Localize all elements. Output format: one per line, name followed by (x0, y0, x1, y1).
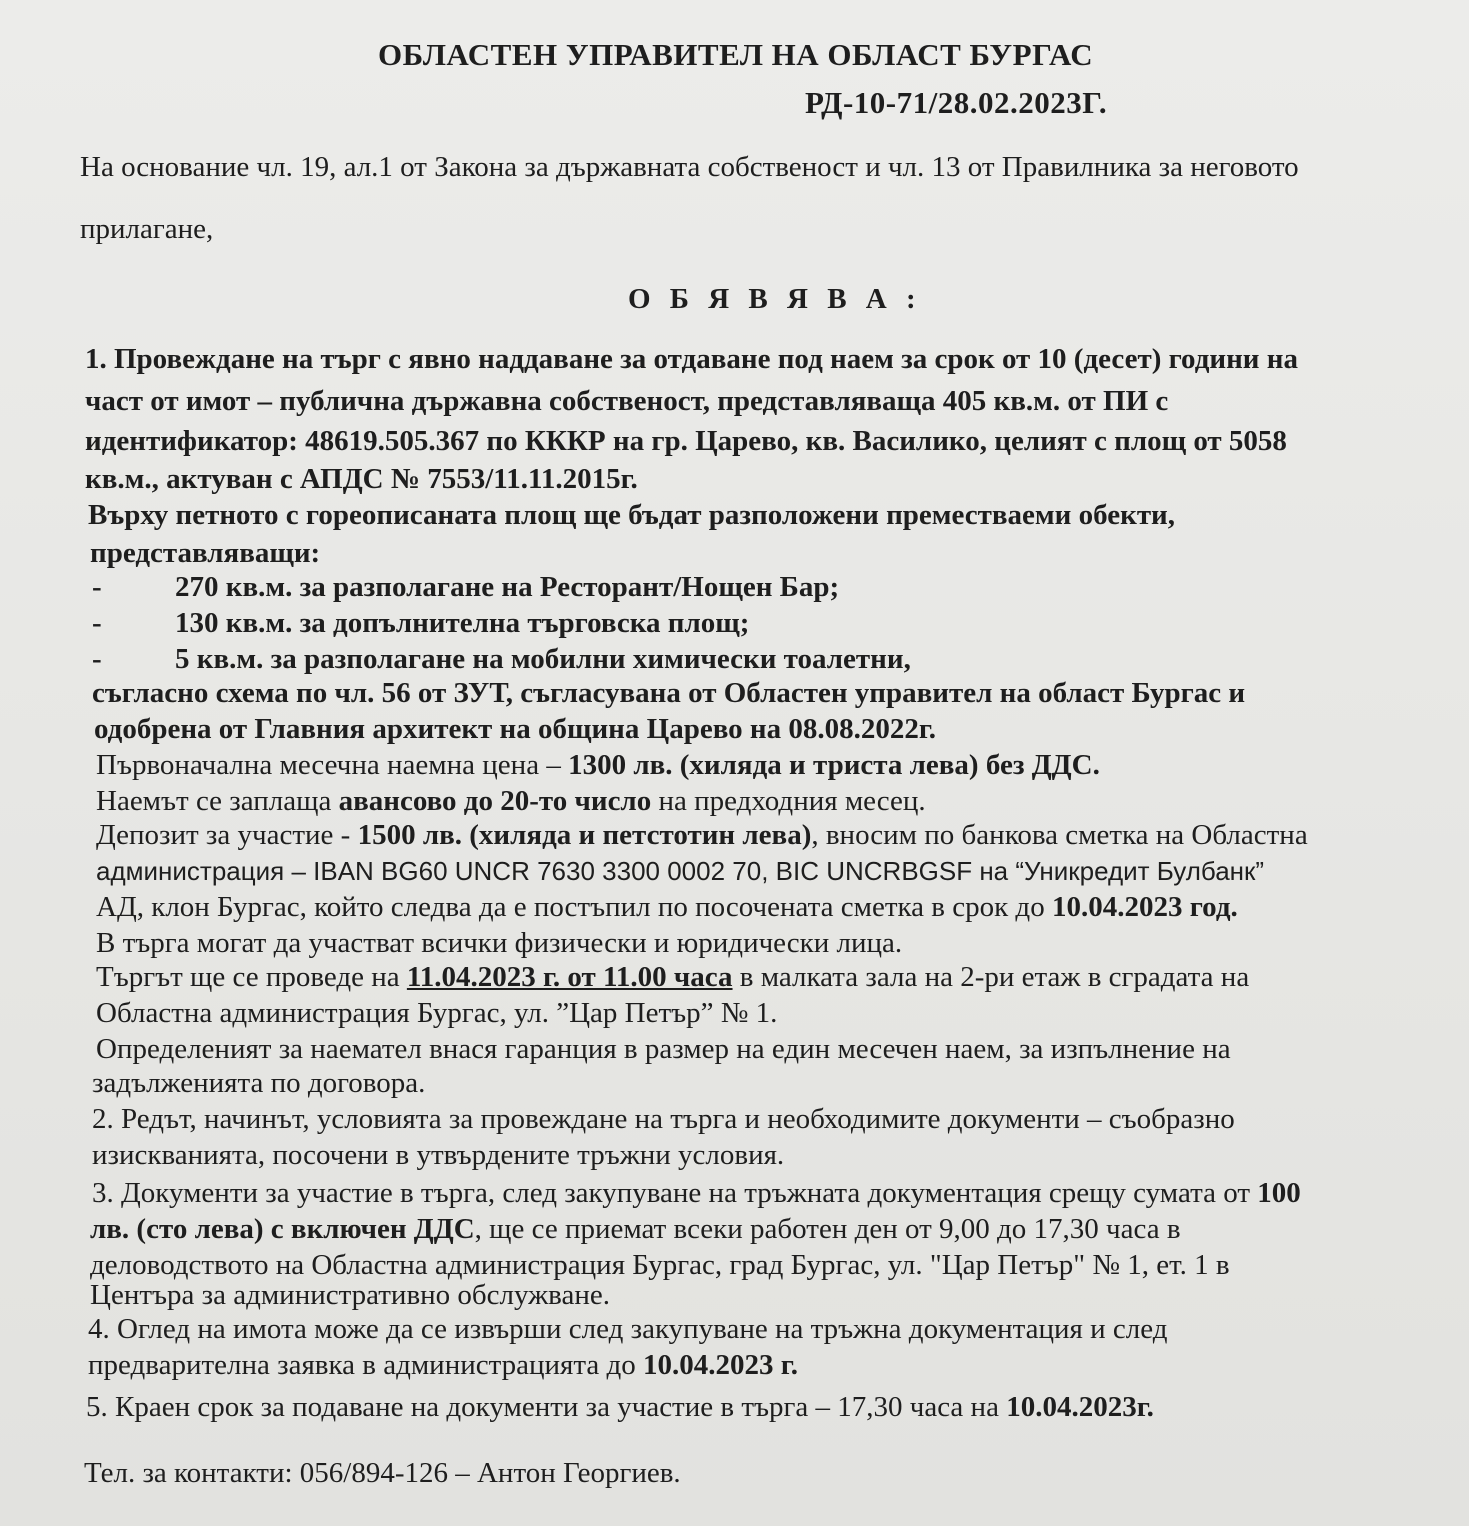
item3-amount-words: лв. (сто лева) с включен ДДС (90, 1213, 475, 1245)
bullet-item (0, 642, 1469, 676)
item3-text: 3. Документи за участие в търга, след закупуване на тръжната документация срещу сумата от (92, 1177, 1258, 1209)
item1-line-4: кв.м., актуван с АПДС № 7553/11.11.2015г. (85, 463, 638, 495)
price-label: Първоначална месечна наемна цена – (96, 749, 569, 781)
bullet-text: 130 кв.м. за допълнителна търговска площ; (175, 607, 750, 639)
item1-line-2: част от имот – публична държавна собственост, представляваща 405 кв.м. от ПИ с (85, 385, 1169, 417)
auction-datetime: 11.04.2023 г. от 11.00 часа (406, 961, 733, 993)
item3-hours: , ще се приемат всеки работен ден от 9,00 до 17,30 часа в (474, 1213, 1181, 1245)
item3-line-2 (90, 1212, 1181, 1246)
contacts-line: Тел. за контакти: 056/894-126 – Антон Георгиев. (84, 1457, 681, 1489)
guarantee-line-1: Определеният за наемател внася гаранция в размер на един месечен наем, за изпълнение на (96, 1033, 1231, 1065)
payment-line (96, 784, 926, 818)
bullet-dash: - (92, 571, 102, 603)
payment-terms: авансово до 20-то число (338, 785, 652, 817)
auction-suffix: в малката зала на 2-ри етаж в сградата на (732, 961, 1250, 993)
item4-line-2 (88, 1348, 798, 1382)
auction-prefix: Търгът ще се проведе на (96, 961, 407, 993)
deposit-deadline-label: АД, клон Бургас, който следва да е постъпил по посочената сметка в срок до (96, 891, 1052, 923)
item1-line-3: идентификатор: 48619.505.367 по КККР на гр. Царево, кв. Василико, целият с площ от 5058 (85, 425, 1287, 457)
preamble-line-2: прилагане, (80, 213, 214, 245)
payment-prefix: Наемът се заплаща (96, 785, 339, 817)
item3-amount: 100 (1257, 1177, 1301, 1209)
item3-line-1 (92, 1176, 1301, 1210)
item4-text: предварителна заявка в администрацията до (88, 1349, 644, 1381)
payment-suffix: на предходния месец. (651, 785, 926, 817)
auction-line-1 (96, 960, 1249, 994)
bullet-text: 5 кв.м. за разполагане на мобилни химически тоалетни, (175, 643, 911, 675)
item5-line (86, 1390, 1154, 1424)
bullet-dash: - (92, 643, 102, 675)
bullet-dash: - (92, 607, 102, 639)
deposit-line-3 (96, 890, 1238, 924)
item4-line-1: 4. Оглед на имота може да се извърши след закупуване на тръжна документация и след (88, 1313, 1168, 1345)
item1-line-5: Върху петното с гореописаната площ ще бъдат разположени преместваеми обекти, (88, 499, 1176, 531)
preamble-line-1: На основание чл. 19, ал.1 от Закона за държавната собственост и чл. 13 от Правилника за неговото (80, 151, 1299, 183)
price-value: 1300 лв. (хиляда и триста лева) без ДДС. (568, 749, 1100, 781)
participants-line: В търга могат да участват всички физически и юридически лица. (96, 927, 903, 959)
item5-text: 5. Краен срок за подаване на документи за участие в търга – 17,30 часа на (86, 1391, 1007, 1423)
deposit-line-1 (96, 818, 1308, 852)
document-title: ОБЛАСТЕН УПРАВИТЕЛ НА ОБЛАСТ БУРГАС (378, 37, 1094, 72)
auction-line-2: Областна администрация Бургас, ул. ”Цар Петър” № 1. (96, 997, 778, 1029)
deposit-line-2: администрация – IBAN BG60 UNCR 7630 3300 0002 70, BIC UNCRBGSF на “Уникредит Булбанк” (96, 856, 1265, 886)
deposit-label: Депозит за участие - (96, 819, 358, 851)
guarantee-line-2: задълженията по договора. (92, 1067, 426, 1099)
deposit-deadline-date: 10.04.2023 год. (1051, 891, 1238, 923)
item1-line-7: съгласно схема по чл. 56 от ЗУТ, съгласувана от Областен управител на област Бургас и (92, 677, 1246, 709)
item1-line-8: одобрена от Главния архитект на община Царево на 08.08.2022г. (94, 713, 937, 745)
item1-line-1: 1. Провеждане на търг с явно наддаване за отдаване под наем за срок от 10 (десет) години на (85, 343, 1298, 375)
item4-date: 10.04.2023 г. (643, 1349, 798, 1381)
bullet-item (0, 570, 1469, 604)
bullet-item (0, 606, 1469, 640)
price-line (96, 748, 1100, 782)
item2-line-2: изискванията, посочени в утвърдените тръжни условия. (92, 1139, 785, 1171)
item1-line-6: представляващи: (90, 537, 321, 569)
deposit-amount: 1500 лв. (хиляда и петстотин лева) (357, 819, 812, 851)
bullet-text: 270 кв.м. за разполагане на Ресторант/Нощен Бар; (175, 571, 840, 603)
deposit-suffix: , вносим по банкова сметка на Областна (811, 819, 1308, 851)
item2-line-1: 2. Редът, начинът, условията за провеждане на търга и необходимите документи – съобразно (92, 1103, 1235, 1135)
announces-heading: О Б Я В Я В А : (628, 283, 922, 315)
item3-line-4: Центъра за административно обслужване. (90, 1279, 610, 1311)
order-number: РД-10-71/28.02.2023Г. (805, 85, 1108, 120)
item3-line-3: деловодството на Областна администрация Бургас, град Бургас, ул. "Цар Петър" № 1, ет. 1 в (90, 1249, 1230, 1281)
item5-date: 10.04.2023г. (1006, 1391, 1154, 1423)
